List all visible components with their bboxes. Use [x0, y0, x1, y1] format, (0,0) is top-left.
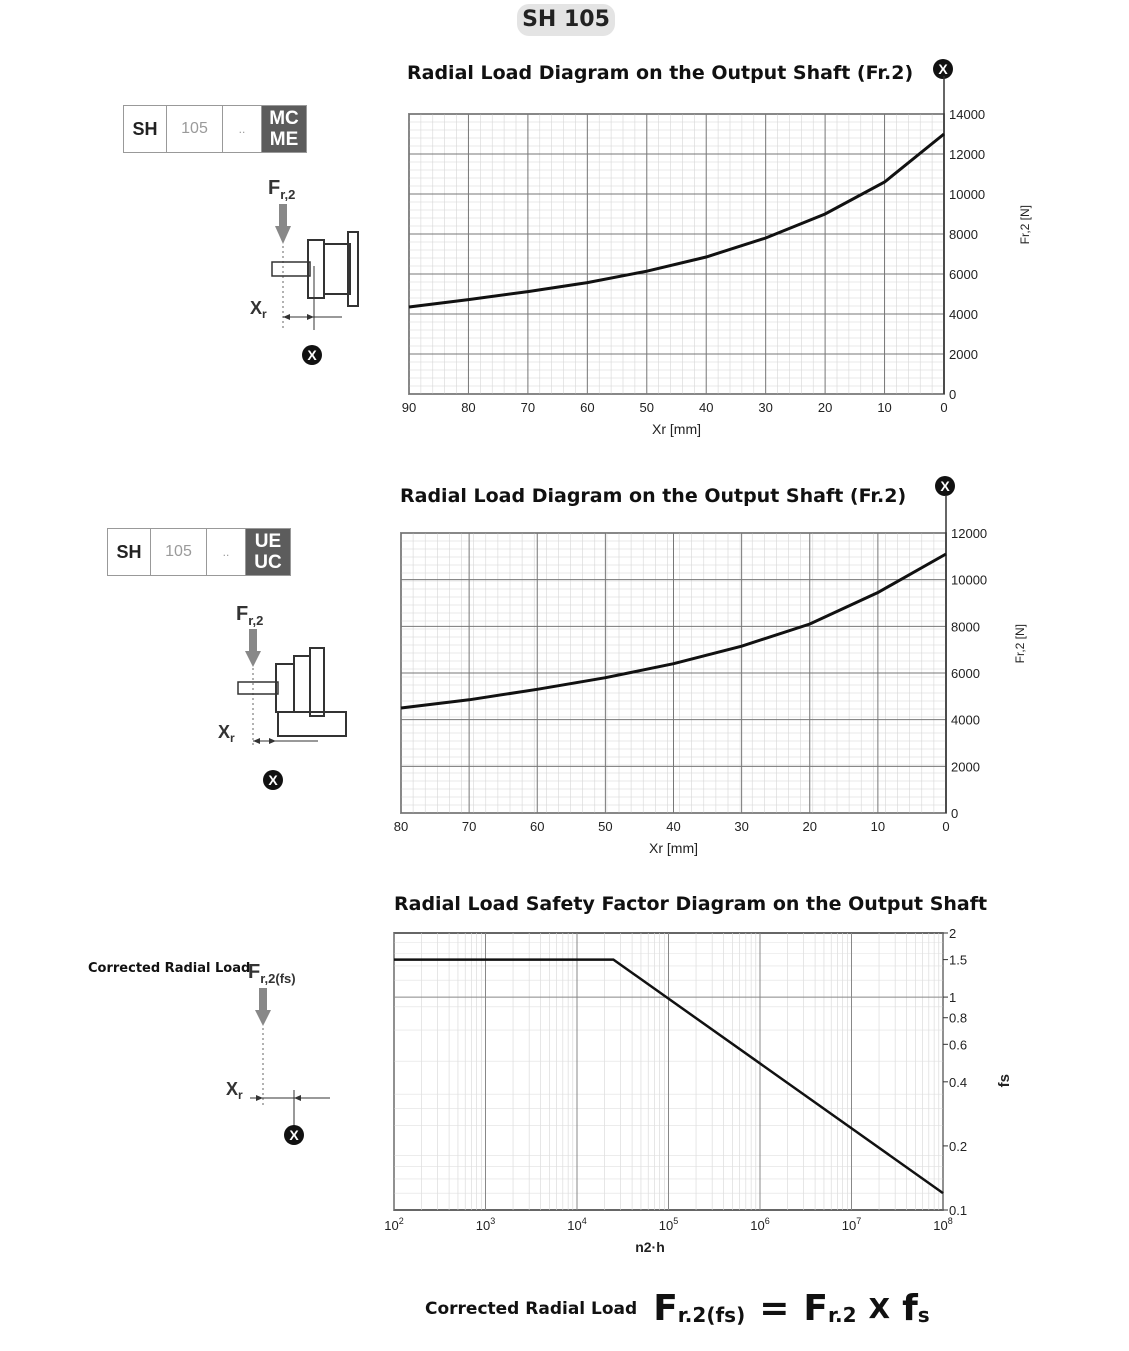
formula-lhs-main: F: [653, 1288, 678, 1329]
chart1-ylabel: Fr,2 [N]: [1018, 205, 1032, 245]
force-label-sub: r,2: [248, 613, 264, 628]
corrected-load-label: Corrected Radial Load: [88, 961, 251, 976]
x-tick-label: 60: [580, 400, 595, 415]
formula-lhs-sub: r.2(fs): [677, 1302, 746, 1327]
y-tick-label: 10000: [949, 187, 986, 202]
xr-label: $X_r$: [250, 298, 267, 321]
x-tick-label: 80: [461, 400, 476, 415]
x-tick-exponent: 5: [673, 1216, 679, 1226]
x-tick-exponent: 7: [856, 1216, 862, 1226]
code-variant-a: MC: [269, 108, 299, 129]
x-axis-label: Xr [mm]: [649, 840, 698, 856]
x-tick-label: $10^4$: [567, 1216, 587, 1233]
formula-fs-main: f: [902, 1288, 918, 1329]
formula-fs-sub: s: [917, 1302, 930, 1327]
x-tick-label: 0: [942, 819, 950, 834]
xr-label-sub: r: [238, 1088, 243, 1102]
force-corrected-label: $F_{r,2(fs)}$: [248, 961, 296, 986]
y-tick-label: 10000: [951, 572, 988, 588]
x-axis-label: n2·h: [635, 1239, 665, 1255]
formula-equals: =: [759, 1288, 790, 1329]
y-tick-label: 2: [949, 926, 957, 941]
x-tick-label: $10^6$: [750, 1216, 770, 1233]
x-tick-label: 0: [940, 400, 948, 415]
y-tick-label: 4000: [951, 712, 980, 728]
code-size: 105: [151, 529, 207, 575]
xr-label: $X_r$: [218, 722, 235, 745]
xr-label-sub: r: [262, 307, 267, 321]
x-tick-label: 80: [393, 819, 409, 834]
formula-label: Corrected Radial Load: [425, 1298, 638, 1319]
code-size: 105: [167, 106, 223, 152]
x-tick-label: 60: [530, 819, 545, 834]
chart1-title: Radial Load Diagram on the Output Shaft (Fr.2): [407, 62, 914, 84]
code-placeholder: ..: [223, 106, 262, 152]
y-tick-label: 6000: [951, 666, 980, 681]
force-label: $F_{r,2}$: [236, 603, 264, 628]
chart2-radial-load: [0, 460, 1129, 880]
y-tick-label: 0.1: [949, 1203, 968, 1218]
y-tick-label: 0.6: [949, 1037, 968, 1053]
code-variant-b: UC: [254, 552, 282, 573]
x-tick-label: $10^2$: [384, 1216, 404, 1233]
formula: [425, 1288, 930, 1329]
x-tick-label: 90: [401, 400, 417, 415]
y-tick-label: 0: [951, 806, 959, 821]
y-tick-label: 0.4: [949, 1074, 968, 1090]
x-tick-label: 10: [870, 819, 886, 834]
y-tick-label: 14000: [949, 107, 986, 122]
x-tick-exponent: 4: [581, 1216, 587, 1226]
x-tick-label: $10^7$: [841, 1216, 862, 1233]
y-tick-label: 2000: [949, 347, 978, 362]
x-tick-label: 20: [802, 819, 817, 834]
x-tick-label: 30: [734, 819, 749, 834]
x-tick-label: 40: [698, 400, 714, 415]
chart2-ylabel: Fr,2 [N]: [1013, 624, 1027, 664]
chart3-safety-factor: [0, 880, 1129, 1280]
y-tick-label: 8000: [949, 227, 978, 242]
x-tick-exponent: 8: [947, 1216, 953, 1226]
force-corrected-label-sub: r,2(fs): [260, 971, 296, 986]
x-marker-icon: X: [933, 59, 953, 79]
code-series: SH: [108, 529, 151, 575]
plot-area: [409, 114, 944, 394]
y-tick-label: 2000: [951, 759, 980, 775]
x-tick-label: 50: [639, 400, 655, 415]
x-tick-label: 20: [817, 400, 833, 415]
y-tick-label: 12000: [949, 147, 986, 162]
code-variant-a: UE: [254, 531, 282, 552]
code-placeholder: ..: [207, 529, 246, 575]
y-tick-label: 1.5: [949, 952, 968, 968]
code-variant-b: ME: [269, 129, 299, 150]
formula-rhs-main: F: [803, 1288, 828, 1329]
code-series: SH: [124, 106, 167, 152]
x-axis-label: Xr [mm]: [652, 421, 701, 437]
y-tick-label: 1: [949, 990, 957, 1006]
x-marker-icon: X: [263, 770, 283, 790]
x-tick-label: $10^8$: [933, 1216, 953, 1233]
y-tick-label: 4000: [949, 307, 978, 322]
x-tick-label: 10: [877, 400, 892, 415]
y-tick-label: 8000: [951, 619, 980, 635]
force-label: $F_{r,2}$: [268, 177, 296, 202]
y-tick-label: 0.2: [949, 1138, 968, 1154]
xr-label-sub: r: [230, 731, 235, 745]
x-marker-icon: X: [302, 345, 322, 365]
x-tick-label: 50: [598, 819, 613, 834]
y-tick-label: 0: [949, 387, 957, 402]
x-tick-exponent: 3: [490, 1216, 496, 1226]
chart3-ylabel: fs: [996, 1074, 1013, 1088]
y-tick-label: 6000: [949, 267, 978, 282]
y-tick-label: 0.8: [949, 1010, 968, 1026]
chart3-title: Radial Load Safety Factor Diagram on the Output Shaft: [394, 893, 988, 915]
force-label-sub: r,2: [280, 187, 296, 202]
chart1-radial-load: [0, 0, 1129, 460]
model-badge: SH 105: [517, 4, 615, 36]
x-tick-exponent: 6: [764, 1216, 770, 1226]
chart2-title: Radial Load Diagram on the Output Shaft (Fr.2): [400, 485, 907, 507]
formula-rhs-sub: r.2: [827, 1302, 857, 1327]
x-marker-icon: X: [284, 1125, 304, 1145]
formula-times: X: [868, 1292, 891, 1325]
x-tick-label: 40: [666, 819, 681, 834]
x-tick-label: 30: [758, 400, 773, 415]
x-tick-exponent: 2: [398, 1216, 404, 1226]
x-tick-label: 70: [520, 400, 536, 415]
x-marker-icon: X: [935, 476, 955, 496]
x-tick-label: $10^3$: [475, 1216, 496, 1233]
x-tick-label: 70: [461, 819, 477, 834]
xr-label: $X_r$: [226, 1079, 243, 1102]
x-tick-label: $10^5$: [658, 1216, 679, 1233]
y-tick-label: 12000: [951, 526, 988, 541]
